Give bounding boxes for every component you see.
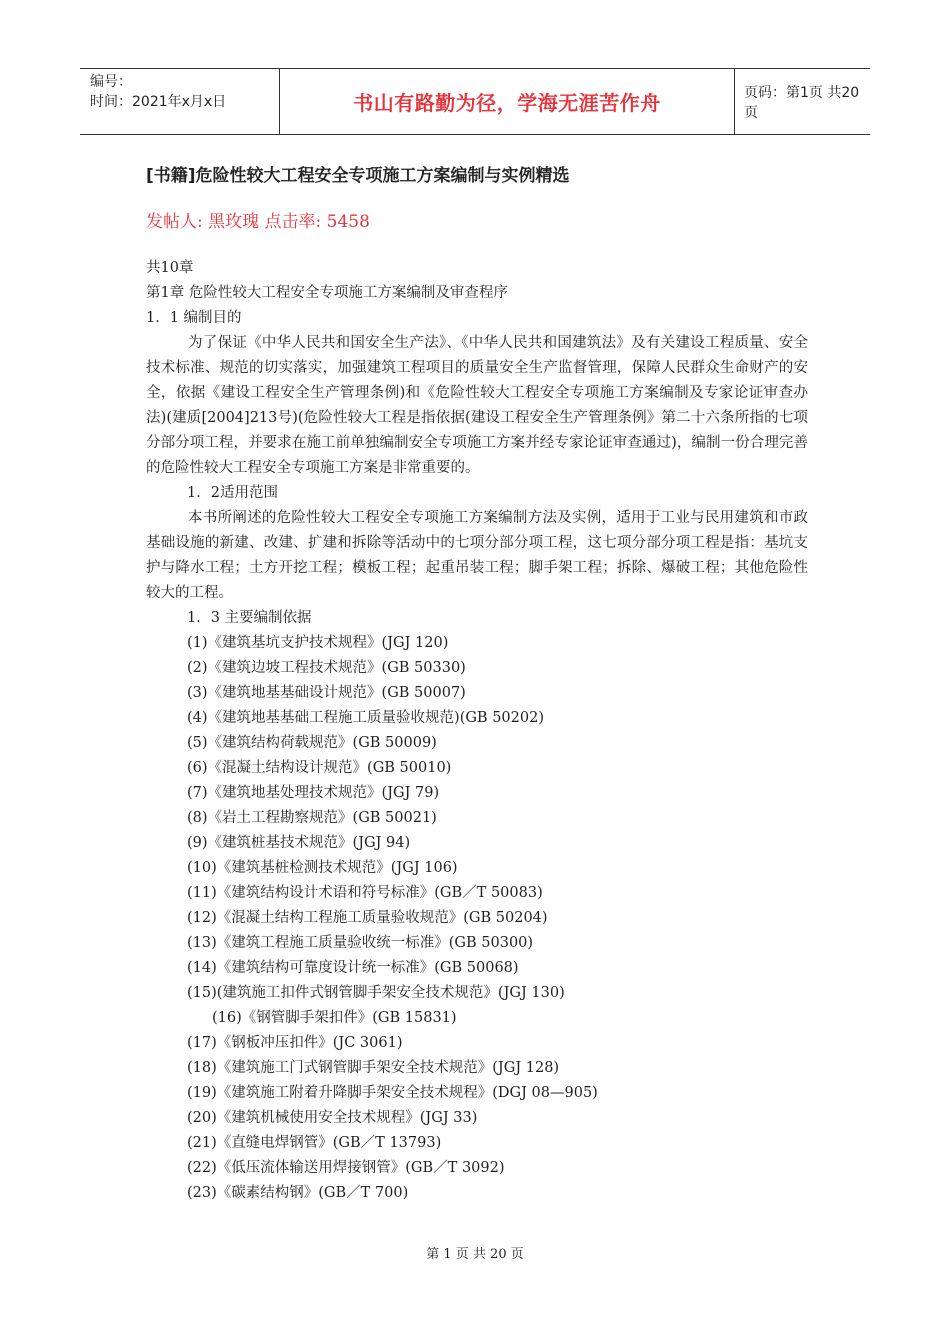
section-heading: 1．2适用范围 xyxy=(187,485,278,501)
list-item: (11)《建筑结构设计术语和符号标准》(GB／T 50083) xyxy=(187,885,543,901)
paragraph: 为了保证《中华人民共和国安全生产法》、《中华人民共和国建筑法》及有关建设工程质量、安全技术标准、规范的切实落实，加强建筑工程项目的质量安全生产监督管理，保障人民群众生命财产的安全，依据《建设工程安全生产管理条例)和《危险性较大工程安全专项施工方案编制及专家论证审查办法)(建质[2004]213号)(危险性较大工程是指依据(建设工程安全生产管理条例》第二十六条所指的七项分部分项工程，并要求在施工前单独编制安全专项施工方案并经专家论证审查通过)，编制一份合理完善的危险性较大工程安全专项施工方案是非常重要的。 xyxy=(146,335,808,476)
list-item: (6)《混凝土结构设计规范》(GB 50010) xyxy=(187,760,452,776)
list-item: (7)《建筑地基处理技术规范》(JGJ 79) xyxy=(187,785,440,801)
list-item: (9)《建筑桩基技术规范》(JGJ 94) xyxy=(187,835,411,851)
list-item: (3)《建筑地基基础设计规范》(GB 50007) xyxy=(187,685,466,701)
paragraph: 本书所阐述的危险性较大工程安全专项施工方案编制方法及实例，适用于工业与民用建筑和市政基础设施的新建、改建、扩建和拆除等活动中的七项分部分项工程，这七项分部分项工程是指：基坑支护与降水工程；土方开挖工程；模板工程；起重吊装工程；脚手架工程；拆除、爆破工程；其他危险性较大的工程。 xyxy=(146,510,808,601)
chapters-count: 共10章 xyxy=(146,260,194,276)
section-heading: 1．3 主要编制依据 xyxy=(187,610,312,626)
list-item: (12)《混凝土结构工程施工质量验收规范》(GB 50204) xyxy=(187,910,548,926)
list-item: (14)《建筑结构可靠度设计统一标准》(GB 50068) xyxy=(187,960,519,976)
list-item: (16)《钢管脚手架扣件》(GB 15831) xyxy=(212,1010,457,1026)
list-item: (21)《直缝电焊钢管》(GB／T 13793) xyxy=(187,1135,442,1151)
list-item: (2)《建筑边坡工程技术规范》(GB 50330) xyxy=(187,660,466,676)
list-item: (15)(建筑施工扣件式钢管脚手架安全技术规范》(JGJ 130) xyxy=(187,985,565,1001)
list-item: (23)《碳素结构钢》(GB／T 700) xyxy=(187,1185,409,1201)
list-item: (4)《建筑地基基础工程施工质量验收规范)(GB 50202) xyxy=(187,710,544,726)
chapter-heading: 第1章 危险性较大工程安全专项施工方案编制及审查程序 xyxy=(146,285,508,301)
reference-list xyxy=(146,631,808,1206)
list-item: (13)《建筑工程施工质量验收统一标准》(GB 50300) xyxy=(187,935,534,951)
list-item: (22)《低压流体输送用焊接钢管》(GB／T 3092) xyxy=(187,1160,505,1176)
list-item: (18)《建筑施工门式钢管脚手架安全技术规范》(JGJ 128) xyxy=(187,1060,560,1076)
document-number-label: 编号： xyxy=(90,74,132,90)
list-item: (5)《建筑结构荷载规范》(GB 50009) xyxy=(187,735,437,751)
list-item: (19)《建筑施工附着升降脚手架安全技术规程》(DGJ 08—905) xyxy=(187,1085,598,1101)
page-footer: 第 1 页 共 20 页 xyxy=(426,1247,524,1262)
list-item: (8)《岩土工程勘察规范》(GB 50021) xyxy=(187,810,437,826)
header-motto: 书山有路勤为径，学海无涯苦作舟 xyxy=(280,69,735,134)
section-heading: 1．1 编制目的 xyxy=(146,310,242,326)
header-page-info: 页码：第1页 共20页 xyxy=(744,84,860,121)
list-item: (20)《建筑机械使用安全技术规程》(JGJ 33) xyxy=(187,1110,478,1126)
list-item: (10)《建筑基桩检测技术规范》(JGJ 106) xyxy=(187,860,458,876)
document-title: [书籍]危险性较大工程安全专项施工方案编制与实例精选 xyxy=(146,166,570,186)
header-meta xyxy=(80,69,280,134)
list-item: (1)《建筑基坑支护技术规程》(JGJ 120) xyxy=(187,635,449,651)
document-time-label: 时间：2021年x月x日 xyxy=(90,94,227,110)
poster-line: 发帖人: 黑玫瑰 点击率: 5458 xyxy=(146,212,370,232)
document-body xyxy=(146,256,808,1206)
list-item: (17)《钢板冲压扣件》(JC 3061) xyxy=(187,1035,403,1051)
page-header xyxy=(80,68,870,135)
